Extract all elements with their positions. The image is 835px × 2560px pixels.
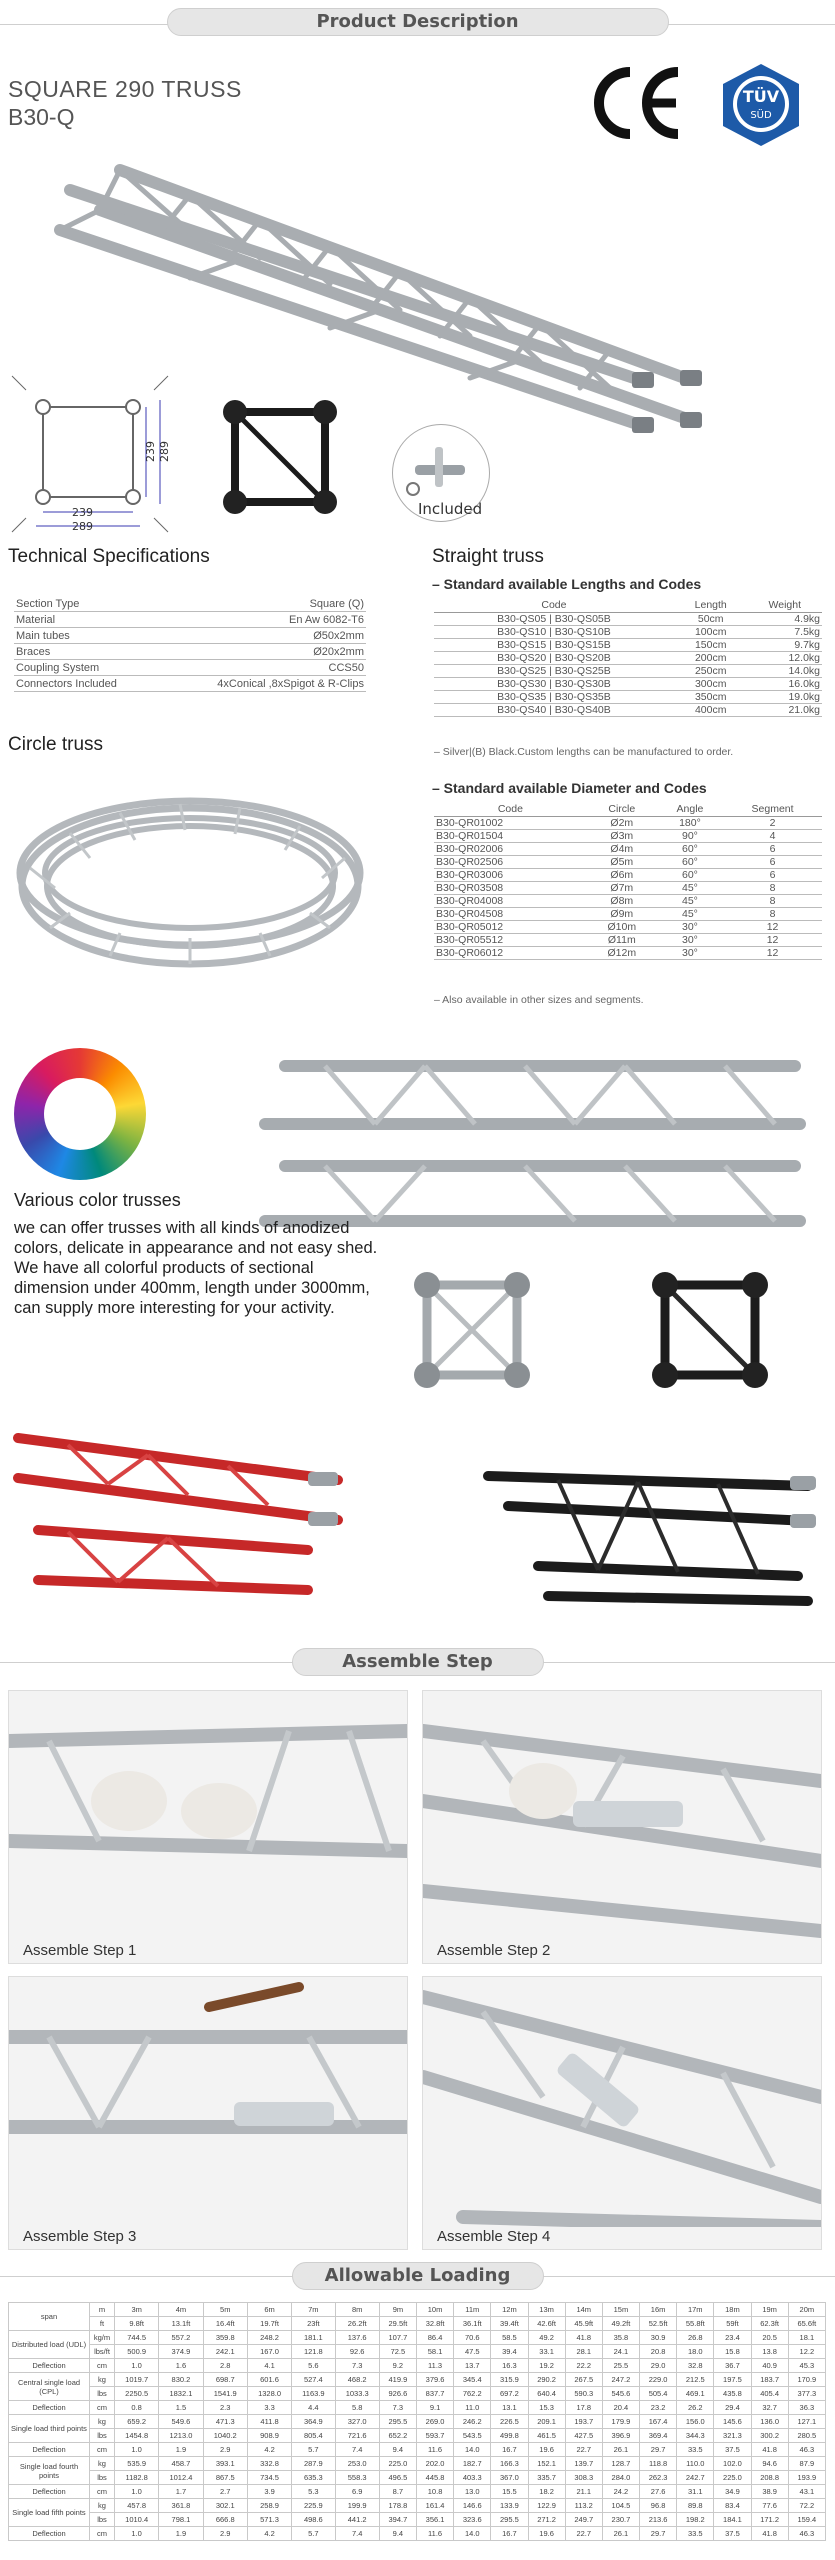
assemble-step-3-caption: Assemble Step 3 bbox=[23, 2228, 137, 2245]
circle-truss-subheading: – Standard available Diameter and Codes bbox=[432, 780, 707, 796]
table-row: B30-QS25 | B30-QS25B 250cm 14.0kg bbox=[434, 665, 822, 678]
silver-truss-photo bbox=[255, 1046, 820, 1246]
table-row: B30-QR06012 Ø12m 30° 12 bbox=[434, 947, 822, 960]
assemble-step-3-photo bbox=[8, 1976, 408, 2250]
table-row: Deflection cm 0.8 1.5 2.3 3.3 4.4 5.8 7.3 9.1 11.0 13.1 15.3 17.8 20.4 23.2 26.2 29.4 32.7 36.3 bbox=[9, 2401, 826, 2415]
dim-height-inner: 239 bbox=[144, 441, 157, 462]
table-row: Material En Aw 6082-T6 bbox=[16, 613, 364, 626]
table-row: B30-QS40 | B30-QS40B 400cm 21.0kg bbox=[434, 704, 822, 717]
tech-spec-table bbox=[14, 596, 366, 692]
table-row: ft 9.8ft 13.1ft 16.4ft 19.7ft 23ft 26.2ft 29.5ft 32.8ft 36.1ft 39.4ft 42.6ft 45.9ft 49.2ft 52.5ft 55.8ft 59ft 62.3ft 65.6ft bbox=[9, 2317, 826, 2331]
tech-spec-heading: Technical Specifications bbox=[8, 546, 210, 567]
table-row: Deflection cm 1.0 1.9 2.9 4.2 5.7 7.4 9.4 11.6 14.0 16.7 19.6 22.7 26.1 29.7 33.5 37.5 41.8 46.3 bbox=[9, 2443, 826, 2457]
color-heading: Various color trusses bbox=[14, 1190, 181, 1210]
table-row: B30-QR02506 Ø5m 60° 6 bbox=[434, 856, 822, 869]
loading-table bbox=[8, 2302, 826, 2541]
straight-truss-note: – Silver|(B) Black.Custom lengths can be manufactured to order. bbox=[434, 746, 734, 758]
table-row: lbs/ft 500.9 374.9 242.1 167.0 121.8 92.6 72.5 58.1 47.5 39.4 33.1 28.1 24.1 20.8 18.0 15.8 13.8 12.2 bbox=[9, 2345, 826, 2359]
silver-end-view-photo bbox=[402, 1260, 542, 1400]
table-row: B30-QR02006 Ø4m 60° 6 bbox=[434, 843, 822, 856]
table-row: B30-QS20 | B30-QS20B 200cm 12.0kg bbox=[434, 652, 822, 665]
assemble-step-2-photo bbox=[422, 1690, 822, 1964]
circle-truss-note: – Also available in other sizes and segments. bbox=[434, 994, 644, 1006]
straight-truss-heading: Straight truss bbox=[432, 546, 544, 567]
section-pill-loading: Allowable Loading bbox=[292, 2262, 544, 2290]
dim-width-outer: 289 bbox=[72, 520, 93, 533]
tuv-badge-icon bbox=[718, 62, 804, 148]
table-row: Deflection cm 1.0 1.7 2.7 3.9 5.3 6.9 8.7 10.8 13.0 15.5 18.2 21.1 24.2 27.6 31.1 34.9 38.9 43.1 bbox=[9, 2485, 826, 2499]
truss-end-view-photo bbox=[215, 392, 345, 522]
table-row: B30-QS30 | B30-QS30B 300cm 16.0kg bbox=[434, 678, 822, 691]
table-row: lbs 1454.8 1213.0 1040.2 908.9 805.4 721.6 652.2 593.7 543.5 499.8 461.5 427.5 396.9 369.4 344.3 321.3 300.2 280.5 bbox=[9, 2429, 826, 2443]
circle-truss-heading: Circle truss bbox=[8, 734, 104, 755]
assemble-step-4-photo bbox=[422, 1976, 822, 2250]
table-row: B30-QS05 | B30-QS05B 50cm 4.9kg bbox=[434, 613, 822, 626]
red-truss-photo bbox=[8, 1420, 348, 1600]
table-row: B30-QS15 | B30-QS15B 150cm 9.7kg bbox=[434, 639, 822, 652]
color-wheel-icon bbox=[14, 1048, 146, 1180]
table-row: B30-QR05512 Ø11m 30° 12 bbox=[434, 934, 822, 947]
table-row: B30-QR04508 Ø9m 45° 8 bbox=[434, 908, 822, 921]
straight-truss-subheading: – Standard available Lengths and Codes bbox=[432, 576, 702, 592]
table-row: Main tubes Ø50x2mm bbox=[16, 629, 364, 642]
table-row: Single load third points kg 659.2 549.6 471.3 411.8 364.9 327.0 295.5 269.0 246.2 226.5 209.1 193.7 179.9 167.4 156.0 145.6 136.0 127.1 bbox=[9, 2415, 826, 2429]
table-row: Single load fifth points kg 457.8 361.8 302.1 258.9 225.9 199.9 178.8 161.4 146.6 133.9 122.9 113.2 104.5 96.8 89.8 83.4 77.6 72.2 bbox=[9, 2499, 826, 2513]
section-pill-description: Product Description bbox=[167, 8, 669, 36]
table-row: B30-QS35 | B30-QS35B 350cm 19.0kg bbox=[434, 691, 822, 704]
table-row: B30-QR01002 Ø2m 180° 2 bbox=[434, 817, 822, 830]
black-truss-photo bbox=[478, 1466, 823, 1606]
circle-truss-table: Code Circle Angle Segment B30-QR01002 Ø2m 180° 2 B30-QR01504 Ø3m 90° 4 B30-QR02006 Ø4m 60° 6 B30-QR02506 Ø5m 60° 6 B30-QR03006 Ø6m 60° 6 B30-QR03508 Ø7m 45° 8 B30-QR04008 Ø8m 45° 8 B30-QR04508 Ø9m 45° 8 B30-QR05012 Ø10m 30° 12 B30-QR05512 Ø11m 30° 12 B30-QR06012 Ø12m 30° 12 bbox=[434, 802, 822, 960]
table-row: B30-QR05012 Ø10m 30° 12 bbox=[434, 921, 822, 934]
ce-mark-icon bbox=[588, 62, 684, 144]
assemble-step-2-caption: Assemble Step 2 bbox=[437, 1942, 551, 1959]
product-code: B30-Q bbox=[8, 104, 75, 130]
table-row: B30-QR03006 Ø6m 60° 6 bbox=[434, 869, 822, 882]
table-row: B30-QR04008 Ø8m 45° 8 bbox=[434, 895, 822, 908]
included-label: Included bbox=[418, 500, 483, 518]
assemble-step-1-caption: Assemble Step 1 bbox=[23, 1942, 137, 1959]
table-row: Coupling System CCS50 bbox=[16, 661, 364, 674]
table-row: Distributed load (UDL) kg/m 744.5 557.2 359.8 248.2 181.1 137.6 107.7 86.4 70.6 58.5 49.2 41.8 35.8 30.9 26.8 23.4 20.5 18.1 bbox=[9, 2331, 826, 2345]
table-row: Section Type Square (Q) bbox=[16, 597, 364, 610]
section-pill-assemble: Assemble Step bbox=[292, 1648, 544, 1676]
table-row: lbs 2250.5 1832.1 1541.9 1328.0 1163.9 1033.3 926.6 837.7 762.2 697.2 640.4 590.3 545.6 505.4 469.1 435.8 405.4 377.3 bbox=[9, 2387, 826, 2401]
dim-width-inner: 239 bbox=[72, 506, 93, 519]
assemble-step-1-photo bbox=[8, 1690, 408, 1964]
product-title: SQUARE 290 TRUSS bbox=[8, 76, 242, 102]
svg-text:TÜV: TÜV bbox=[742, 87, 780, 106]
table-row: Deflection cm 1.0 1.9 2.9 4.2 5.7 7.4 9.4 11.6 14.0 16.7 19.6 22.7 26.1 29.7 33.5 37.5 41.8 46.3 bbox=[9, 2527, 826, 2541]
table-row: span m 3m 4m 5m 6m 7m 8m 9m 10m 11m 12m 13m 14m 15m 16m 17m 18m 19m 20m bbox=[9, 2303, 826, 2317]
table-row: Single load fourth points kg 535.9 458.7 393.1 332.8 287.9 253.0 225.0 202.0 182.7 166.3 152.1 139.7 128.7 118.8 110.0 102.0 94.6 87.9 bbox=[9, 2457, 826, 2471]
black-end-view-photo bbox=[640, 1260, 780, 1400]
table-row: B30-QR03508 Ø7m 45° 8 bbox=[434, 882, 822, 895]
table-row: Deflection cm 1.0 1.6 2.8 4.1 5.6 7.3 9.2 11.3 13.7 16.3 19.2 22.2 25.5 29.0 32.8 36.7 40.9 45.3 bbox=[9, 2359, 826, 2373]
circle-truss-photo bbox=[10, 768, 370, 978]
table-row: Connectors Included 4xConical ,8xSpigot & R-Clips bbox=[16, 677, 364, 690]
assemble-step-4-caption: Assemble Step 4 bbox=[437, 2228, 551, 2245]
table-row: B30-QR01504 Ø3m 90° 4 bbox=[434, 830, 822, 843]
table-row: B30-QS10 | B30-QS10B 100cm 7.5kg bbox=[434, 626, 822, 639]
table-row: Braces Ø20x2mm bbox=[16, 645, 364, 658]
dim-height-outer: 289 bbox=[158, 441, 171, 462]
svg-text:SÜD: SÜD bbox=[750, 110, 772, 121]
table-row: lbs 1010.4 798.1 666.8 571.3 498.6 441.2 394.7 356.1 323.6 295.5 271.2 249.7 230.7 213.6 198.2 184.1 171.2 159.4 bbox=[9, 2513, 826, 2527]
color-body: we can offer trusses with all kinds of anodized colors, delicate in appearance and not easy shed. We have all colorful products of sectional dimension under 400mm, length under 3000mm, can supply more interesting for your activity. bbox=[14, 1219, 378, 1317]
table-row: Central single load (CPL) kg 1019.7 830.2 698.7 601.6 527.4 468.2 419.9 379.6 345.4 315.9 290.2 267.5 247.2 229.0 212.5 197.5 183.7 170.9 bbox=[9, 2373, 826, 2387]
straight-truss-table: Code Length Weight B30-QS05 | B30-QS05B 50cm 4.9kg B30-QS10 | B30-QS10B 100cm 7.5kg B30-QS15 | B30-QS15B 150cm 9.7kg B30-QS20 | B30-QS20B 200cm 12.0kg B30-QS25 | B30-QS25B 250cm 14.0kg B30-QS30 | B30-QS30B 300cm 16.0kg B30-QS35 | B30-QS35B 350cm 19.0kg B30-QS40 | B30-QS40B 400cm 21.0kg bbox=[434, 598, 822, 717]
table-row: lbs 1182.8 1012.4 867.5 734.5 635.3 558.3 496.5 445.8 403.3 367.0 335.7 308.3 284.0 262.3 242.7 225.0 208.8 193.9 bbox=[9, 2471, 826, 2485]
